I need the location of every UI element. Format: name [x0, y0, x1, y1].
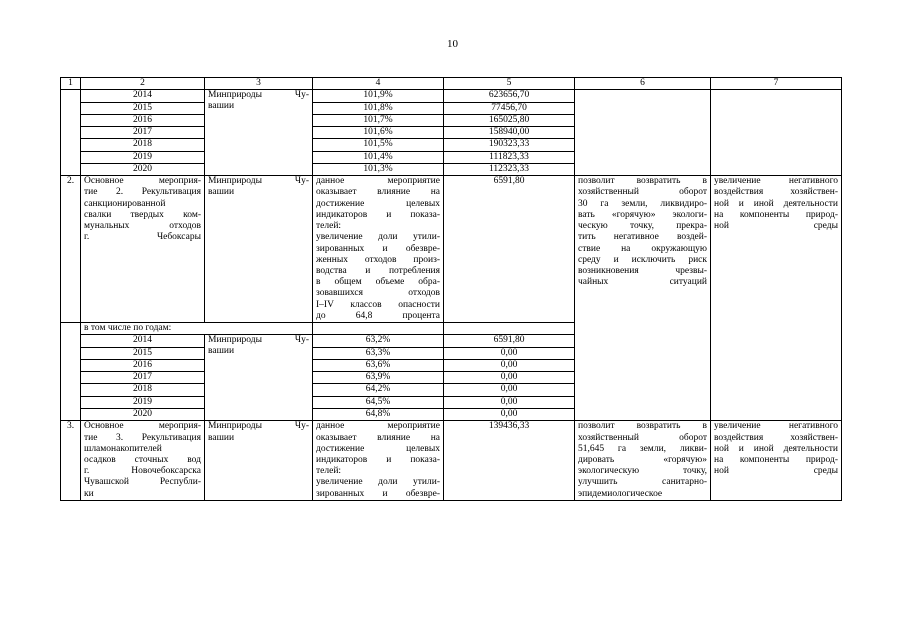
amount-cell: 0,00 [444, 359, 575, 371]
indicator-cell: 64,5% [313, 396, 444, 408]
year-cell: 2016 [81, 359, 205, 371]
column-number-6: 6 [575, 78, 711, 90]
empty-cell [313, 322, 444, 334]
column-number-7: 7 [711, 78, 842, 90]
amount-cell: 0,00 [444, 384, 575, 396]
empty-cell [444, 322, 575, 334]
column-number-1: 1 [61, 78, 81, 90]
risk-description: увеличение негативного воздействия хозяйствен- ной и иной деятельности на компоненты природ- ной среды [711, 176, 842, 421]
year-cell: 2014 [81, 335, 205, 347]
indicator-cell: 101,9% [313, 90, 444, 102]
indicator-cell: 101,4% [313, 151, 444, 163]
amount-cell: 139436,33 [444, 421, 575, 500]
year-cell: 2016 [81, 114, 205, 126]
page-number: 10 [447, 38, 458, 50]
amount-cell: 0,00 [444, 409, 575, 421]
empty-cell [575, 90, 711, 176]
responsible-cell: Минприроды Чу- вашии [205, 176, 313, 323]
year-cell: 2020 [81, 163, 205, 175]
indicator-cell: 101,5% [313, 139, 444, 151]
year-cell: 2017 [81, 372, 205, 384]
amount-cell: 190323,33 [444, 139, 575, 151]
responsible-cell: Минприроды Чу- вашии [205, 90, 313, 176]
empty-cell [61, 322, 81, 420]
amount-cell: 165025,80 [444, 114, 575, 126]
indicator-cell: 101,3% [313, 163, 444, 175]
expected-effect: позволит возвратить в хозяйственный оборот 30 га земли, ликвидиро- вать «горячую» экологи- ческую точку, прекра- тить негативное воздей- ствие на окружающую среду и исключить риск возникновения чрезвы- чайных ситуаций [575, 176, 711, 421]
activity-name: Основное мероприя- тие 2. Рекультивация санкционированной свалки твердых ком- мунальных отходов г. Чебоксары [81, 176, 205, 323]
indicator-cell: 64,8% [313, 409, 444, 421]
year-cell: 2015 [81, 347, 205, 359]
column-number-4: 4 [313, 78, 444, 90]
indicator-cell: 101,7% [313, 114, 444, 126]
indicator-cell: 101,8% [313, 102, 444, 114]
year-cell: 2017 [81, 127, 205, 139]
year-cell: 2020 [81, 409, 205, 421]
empty-cell [61, 90, 81, 176]
by-years-label: в том числе по годам: [81, 322, 313, 334]
year-cell: 2019 [81, 151, 205, 163]
year-cell: 2015 [81, 102, 205, 114]
program-activities-table [60, 77, 842, 501]
amount-cell: 0,00 [444, 396, 575, 408]
amount-cell: 112323,33 [444, 163, 575, 175]
row-number: 3. [61, 421, 81, 500]
indicator-cell: 64,2% [313, 384, 444, 396]
column-number-3: 3 [205, 78, 313, 90]
year-cell: 2014 [81, 90, 205, 102]
amount-cell: 6591,80 [444, 335, 575, 347]
amount-cell: 77456,70 [444, 102, 575, 114]
amount-cell: 111823,33 [444, 151, 575, 163]
year-cell: 2019 [81, 396, 205, 408]
activity-name: Основное мероприя- тие 3. Рекультивация шламонакопителей осадков сточных вод г. Новочебоксарска Чувашской Республи- ки [81, 421, 205, 500]
responsible-cell: Минприроды Чу- вашии [205, 335, 313, 421]
indicator-cell: 63,9% [313, 372, 444, 384]
amount-cell: 158940,00 [444, 127, 575, 139]
activity-row-3 [61, 421, 842, 500]
indicator-cell: 101,6% [313, 127, 444, 139]
indicator-cell: 63,3% [313, 347, 444, 359]
amount-cell: 623656,70 [444, 90, 575, 102]
amount-cell: 6591,80 [444, 176, 575, 323]
year-cell: 2018 [81, 139, 205, 151]
empty-cell [711, 90, 842, 176]
influence-description: данное мероприятие оказывает влияние на достижение целевых индикаторов и показа- телей: увеличение доли утили- зированных и обезвре- женных отходов произ- водства и потребления в общем объеме обра- зовавшихся отходов I–IV классов опасности до 64,8 процента [313, 176, 444, 323]
activity-row-2 [61, 176, 842, 323]
year-cell: 2018 [81, 384, 205, 396]
expected-effect: позволит возвратить в хозяйственный оборот 51,645 га земли, ликви- дировать «горячую» экологическую точку, улучшить санитарно- эпидемиологическое [575, 421, 711, 500]
table-row [61, 90, 842, 102]
responsible-cell: Минприроды Чу- вашии [205, 421, 313, 500]
risk-description: увеличение негативного воздействия хозяйствен- ной и иной деятельности на компоненты природ- ной среды [711, 421, 842, 500]
indicator-cell: 63,2% [313, 335, 444, 347]
column-number-5: 5 [444, 78, 575, 90]
amount-cell: 0,00 [444, 372, 575, 384]
column-numbers-row [61, 78, 842, 90]
influence-description: данное мероприятие оказывает влияние на достижение целевых индикаторов и показа- телей: увеличение доли утили- зированных и обезвре- [313, 421, 444, 500]
indicator-cell: 63,6% [313, 359, 444, 371]
row-number: 2. [61, 176, 81, 323]
amount-cell: 0,00 [444, 347, 575, 359]
column-number-2: 2 [81, 78, 205, 90]
